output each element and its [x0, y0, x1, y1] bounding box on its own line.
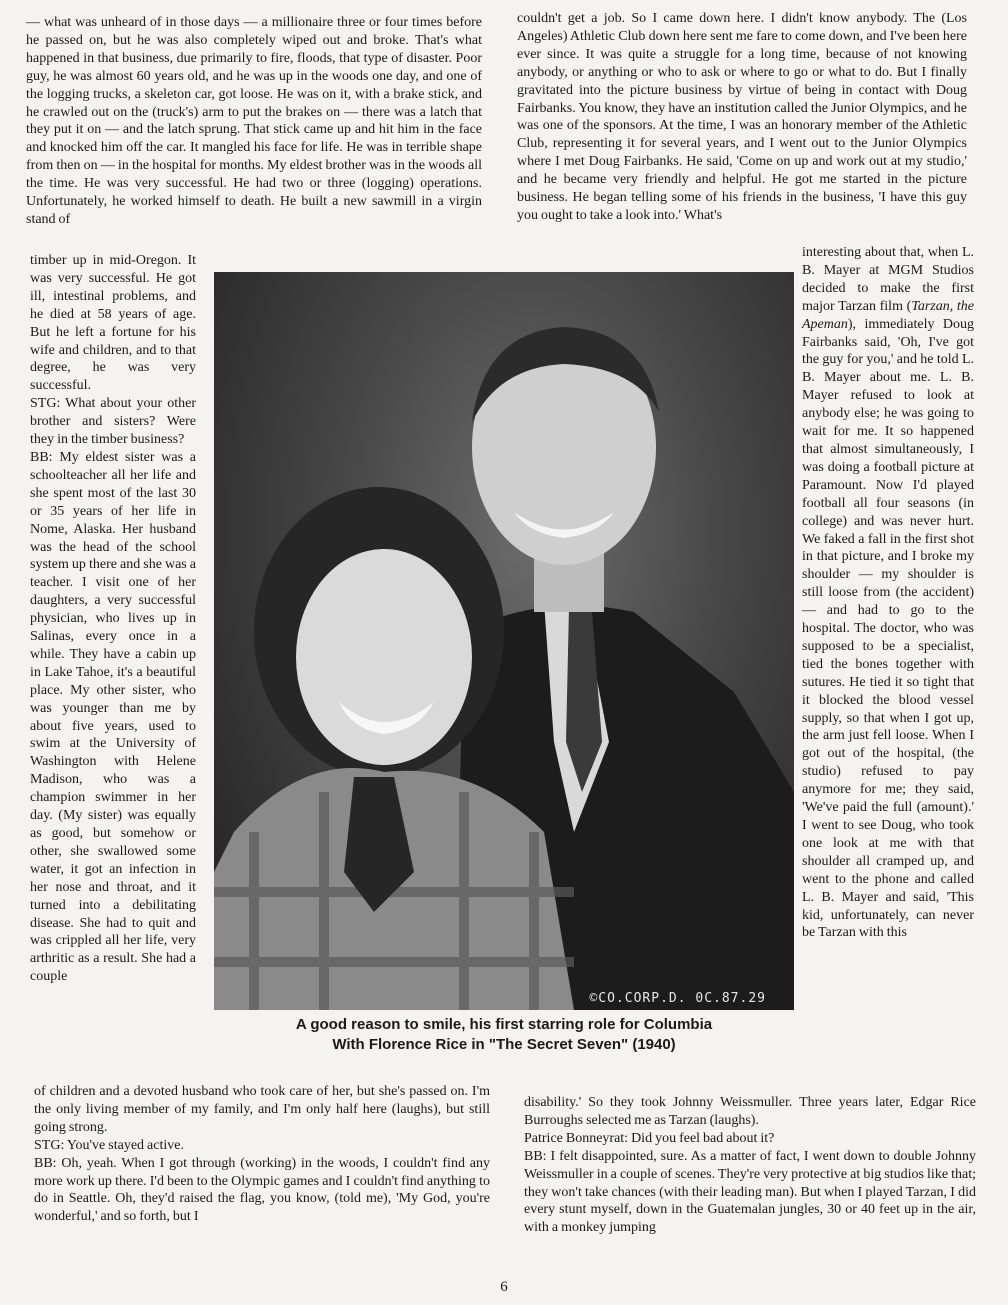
paragraph	[802, 244, 974, 942]
answer-paragraph: BB: Oh, yeah. When I got through (working) in the woods, I couldn't find any more work up there. I'd been to the Olympic games and I couldn't find anything to do in Seattle. Oh, they'd raised the flag, you know, (told me), 'My God, you're wonderful,' and so forth, but I	[34, 1155, 490, 1225]
column-1-side-text	[30, 252, 196, 986]
question-paragraph: Patrice Bonneyrat: Did you feel bad about it?	[524, 1130, 775, 1146]
paragraph: — what was unheard of in those days — a millionaire three or four times before he passed on, but he was also completely wiped out and broke. That's what happened in that business, due primarily to fire, floods, that type of disaster. Poor guy, he was almost 60 years old, and he was up in the woods one day, and one of the logging trucks, a skeleton car, got loose. He was on it, with a brake stick, and he crawled out on the (truck's) arm to put the brakes on — there was a latch that they put it on — and the latch sprung. That stick came up and hit him in the face and knocked him off the car. It mangled his face for life. He was in terrible shape from then on — in the hospital for months. My eldest brother was in the woods all the time. He was very successful. He had two or three (logging) operations. Unfortunately, he worked himself to death. He built a new sawmill in a virgin stand of	[26, 15, 482, 227]
column-1-bottom-text	[34, 1083, 490, 1226]
film-title: Tarzan, the Apeman	[802, 298, 974, 332]
text-run: interesting about that, when L. B. Mayer at MGM Studios decided to make the first major Tarzan film (	[802, 245, 974, 314]
page-number: 6	[500, 1279, 508, 1295]
column-2-bottom-text	[524, 1094, 976, 1237]
paragraph: timber up in mid-Oregon. It was very successful. He got ill, intestinal problems, and he died at 58 years of age. But he left a fortune for his wife and children, and to that degree, he was very successful.	[30, 253, 196, 394]
answer-paragraph: BB: My eldest sister was a schoolteacher all her life and she spent most of the last 30 or 35 years of her life in Nome, Alaska. Her husband was the head of the school system up there and she was a teacher. I visit one of her daughters, a very successful physician, who lives up in Salinas, every once in a while. They have a cabin up in Lake Tahoe, it's a beautiful place. My other sister, who was younger than me by about five years, used to swim at the University of Washington with Helene Madison, who was a champion swimmer in her day. (My sister) was equally as good, but somehow or other, she swallowed some water, it got an infection in her nose and throat, and it turned into a debilitating disease. She had to quit and was crippled all her life, very arthritic as a result. She had a couple	[30, 449, 196, 985]
column-2-side-text	[802, 244, 974, 942]
caption-line-2: With Florence Rice in "The Secret Seven" (1940)	[332, 1036, 676, 1053]
answer-paragraph: BB: I felt disappointed, sure. As a matter of fact, I went down to double Johnny Weissmuller in a couple of scenes. They're very protective at big studios like that; they won't take chances (with their leading man). But when I played Tarzan, I did every stunt myself, down in the Guatemalan jungles, 30 or 40 feet up in the air, with a monkey jumping	[524, 1148, 976, 1236]
caption-line-1: A good reason to smile, his first starring role for Columbia	[295, 1016, 713, 1033]
text-run: ), immediately Doug Fairbanks said, 'Oh, I've got the guy for you,' and he told L. B. Mayer about me. L. B. Mayer refused to look at anybody else; he was going to wait for me. It so happened that almost simultaneously, I was doing a football picture at Paramount. Now I'd played football all four seasons (in college) and was never hurt. We faked a fall in the first shot in that picture, and I broke my shoulder — my shoulder is still loose from (the accident) — and had to go to the hospital. The doctor, who was supposed to be a specialist, tied the bones together with sutures. He tied it so tight that it blocked the blood vessel supply, so that when I got up, the arm just fell loose. When I got out of the hospital, (the studio) refused to pay anymore for me; they said, 'We've paid the full (amount).' I went to see Doug, who took one look at me with that shoulder all cramped up, and went to the phone and called L. B. Mayer and said, 'This kid, unfortunately, can never be Tarzan with this	[802, 316, 974, 941]
paragraph: disability.' So they took Johnny Weissmuller. Three years later, Edgar Rice Burroughs selected me as Tarzan (laughs).	[524, 1095, 976, 1128]
film-still-photo	[214, 272, 794, 1010]
photo-illustration	[214, 272, 794, 1010]
paragraph: couldn't get a job. So I came down here. I didn't know anybody. The (Los Angeles) Athletic Club down here sent me fare to come down, and I've been here ever since. It was quite a struggle for a long time, because of not knowing anybody, or anything or who to ask or where to go or what to do. But I finally gravitated into the picture business by virtue of being in contact with Doug Fairbanks. You know, they have an institution called the Junior Olympics, and he was one of the sponsors. At the time, I was an honorary member of the Athletic Club, representing it for several years, and I went out to the Junior Olympics where I met Doug Fairbanks. He said, 'Come on up and work out at my studio,' and he became very friendly and helpful. He got me started in the picture business. He began telling some of his friends in the business, 'I have this guy you ought to take a look into.' What's	[517, 11, 967, 223]
question-paragraph: STG: What about your other brother and sisters? Were they in the timber business?	[30, 396, 196, 448]
paragraph: of children and a devoted husband who took care of her, but she's passed on. I'm the only living member of my family, and I'm only half here (laughs), but still going strong.	[34, 1084, 490, 1135]
photo-caption	[214, 1015, 794, 1055]
column-1-top-text	[26, 14, 482, 229]
column-2-top-text	[517, 10, 967, 225]
question-paragraph: STG: You've stayed active.	[34, 1137, 184, 1153]
photo-copyright-stamp: ©CO.CORP.D. 0C.87.29	[589, 991, 766, 1006]
